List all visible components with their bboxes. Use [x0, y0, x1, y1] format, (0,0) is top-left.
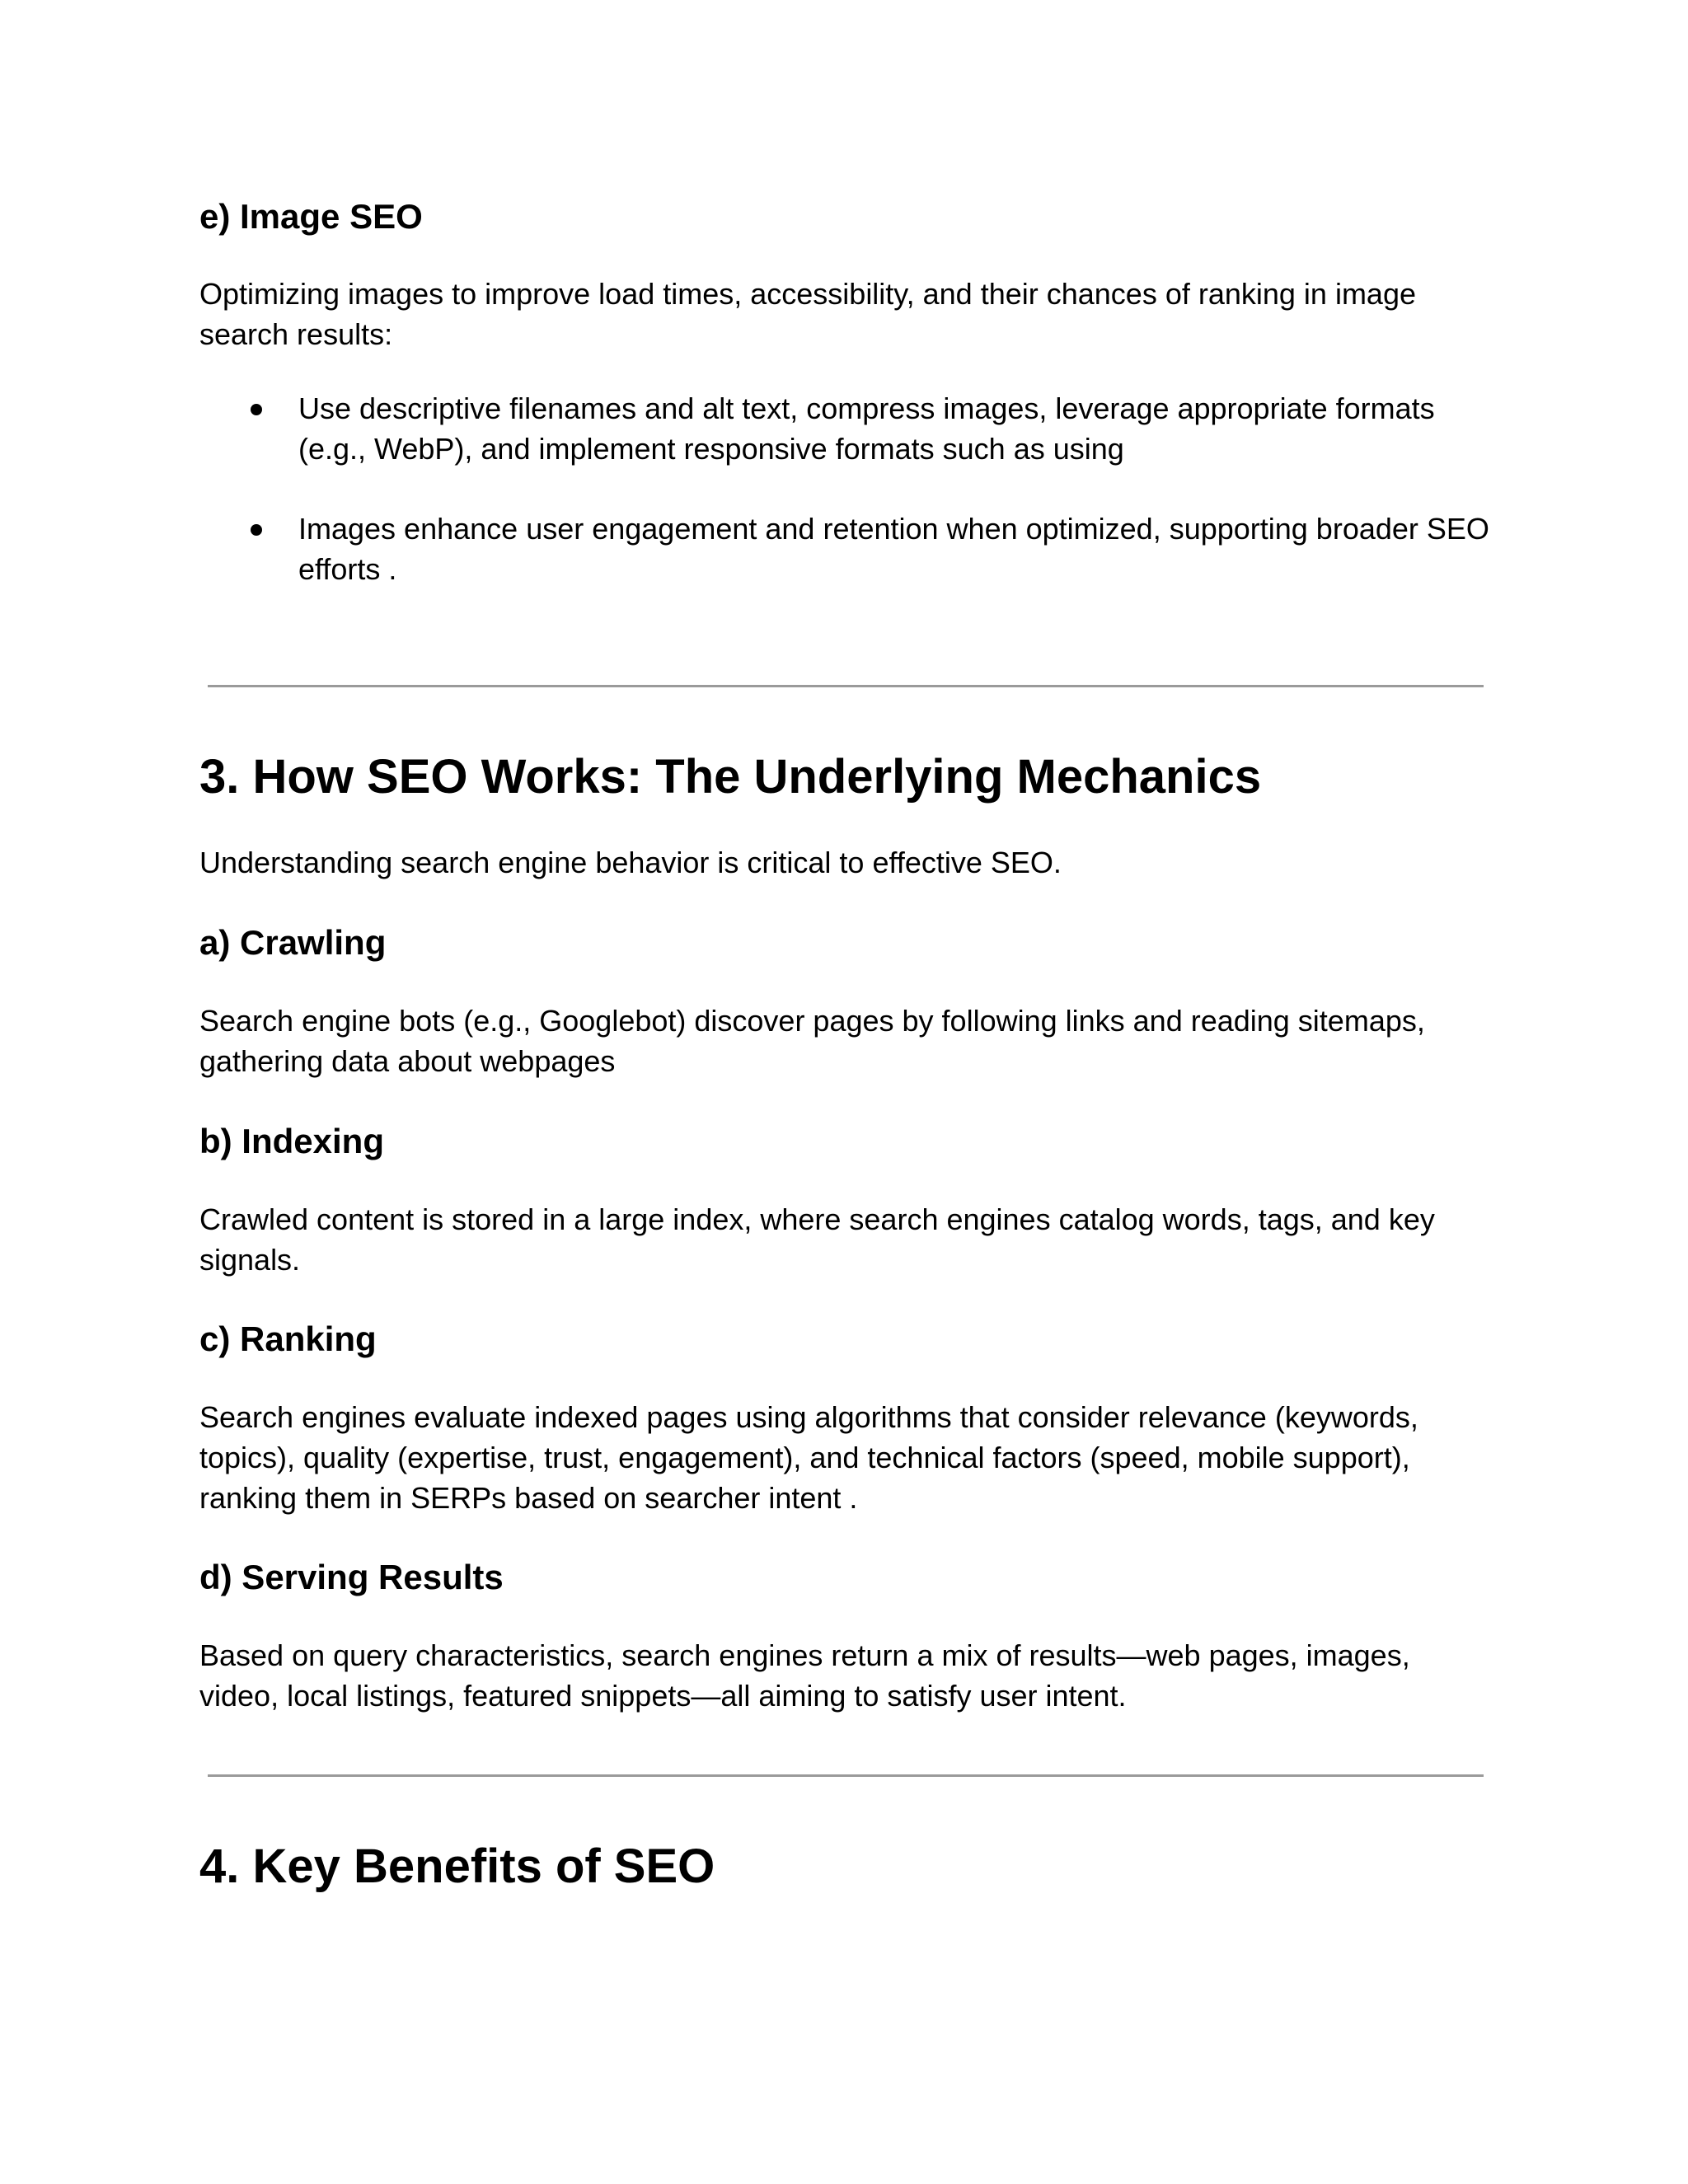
image-seo-bullet-list	[199, 388, 1502, 589]
indexing-text: Crawled content is stored in a large index, where search engines catalog words, tags, and key signals.	[199, 1202, 1435, 1277]
section-divider	[208, 1774, 1484, 1777]
bullet-icon	[251, 404, 262, 415]
ranking-text: Search engines evaluate indexed pages using algorithms that consider relevance (keywords, topics), quality (expertise, trust, engagement), and technical factors (speed, mobile support), ranking them in SERPs based on searcher intent .	[199, 1400, 1418, 1515]
bullet-text: Use descriptive filenames and alt text, compress images, leverage appropriate formats (e.g., WebP), and implement responsive formats such as using	[298, 391, 1435, 466]
image-seo-intro: Optimizing images to improve load times, accessibility, and their chances of ranking in image search results:	[199, 277, 1416, 351]
list-item	[199, 388, 1502, 469]
how-seo-works-intro: Understanding search engine behavior is critical to effective SEO.	[199, 846, 1062, 879]
bullet-text: Images enhance user engagement and retention when optimized, supporting broader SEO efforts .	[298, 512, 1489, 586]
key-benefits-heading: 4. Key Benefits of SEO	[199, 1840, 715, 1893]
serving-results-heading: d) Serving Results	[199, 1558, 504, 1596]
indexing-heading: b) Indexing	[199, 1122, 384, 1160]
how-seo-works-heading: 3. How SEO Works: The Underlying Mechanics	[199, 750, 1262, 804]
crawling-heading: a) Crawling	[199, 923, 387, 962]
serving-results-text: Based on query characteristics, search engines return a mix of results—web pages, images, video, local listings, featured snippets—all aiming to satisfy user intent.	[199, 1638, 1410, 1713]
section-divider	[208, 685, 1484, 687]
image-seo-heading: e) Image SEO	[199, 197, 423, 236]
list-item	[199, 509, 1502, 589]
ranking-heading: c) Ranking	[199, 1319, 377, 1358]
crawling-text: Search engine bots (e.g., Googlebot) discover pages by following links and reading sitemaps, gathering data about webpages	[199, 1004, 1425, 1078]
bullet-icon	[251, 524, 262, 536]
